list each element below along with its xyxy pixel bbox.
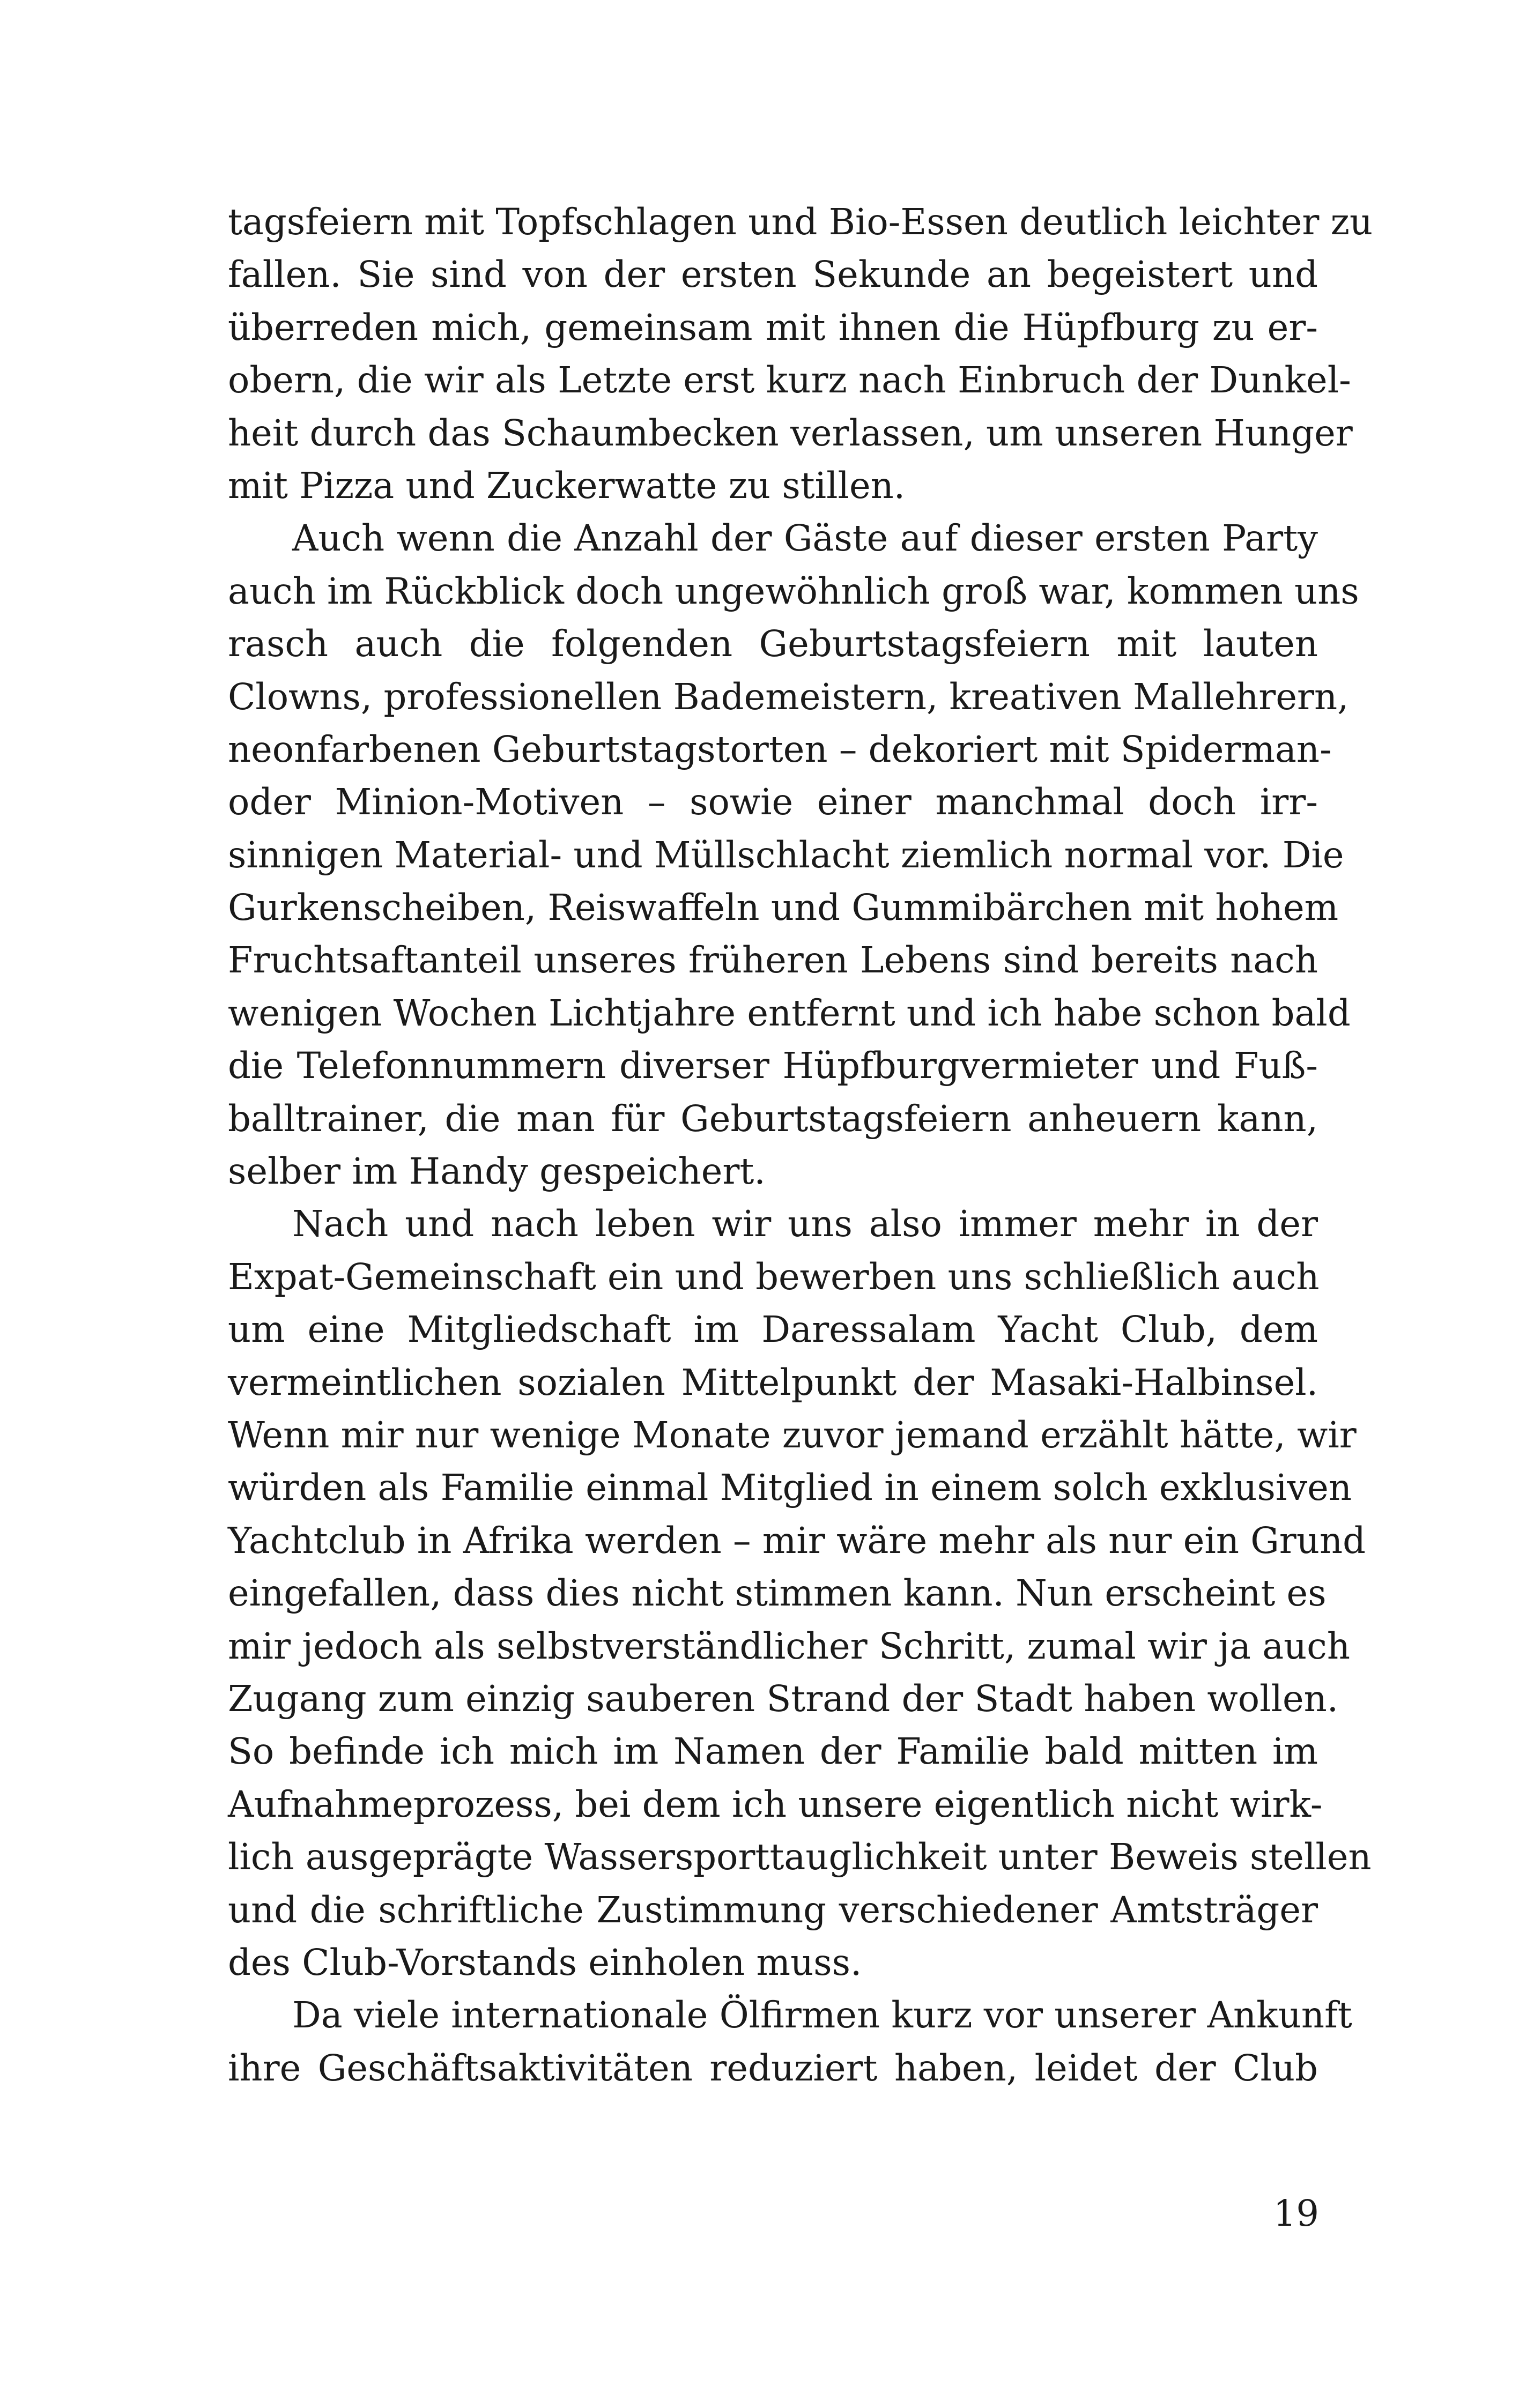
text-line: würden als Familie einmal Mitglied in einem solch exklusiven — [228, 1467, 1352, 1509]
text-line: des Club-Vorstands einholen muss. — [228, 1941, 862, 1983]
text-line: Wenn mir nur wenige Monate zuvor jemand erzählt hätte, wir — [228, 1414, 1357, 1456]
text-line: Zugang zum einzig sauberen Strand der Stadt haben wollen. — [228, 1677, 1339, 1720]
text-line: neonfarbenen Geburtstagstorten – dekoriert mit Spiderman- — [228, 728, 1332, 770]
text-line: sinnigen Material- und Müllschlacht ziemlich normal vor. Die — [228, 834, 1344, 876]
text-line: Yachtclub in Afrika werden – mir wäre mehr als nur ein Grund — [228, 1519, 1366, 1562]
text-line: die Telefonnummern diverser Hüpfburgvermieter und Fuß- — [228, 1045, 1318, 1087]
text-line: Gurkenscheiben, Reiswaffeln und Gummibärchen mit hohem — [228, 887, 1339, 929]
text-line: selber im Handy gespeichert. — [228, 1150, 766, 1193]
text-line: mir jedoch als selbstverständlicher Schritt, zumal wir ja auch — [228, 1625, 1350, 1667]
text-line: mit Pizza und Zuckerwatte zu stillen. — [228, 464, 906, 507]
text-line: Nach und nach leben wir uns also immer mehr in der — [292, 1203, 1318, 1245]
text-line: ihre Geschäftsaktivitäten reduziert haben, leidet der Club — [228, 2047, 1318, 2089]
text-line: oder Minion-Motiven – sowie einer manchmal doch irr- — [228, 781, 1318, 823]
text-line: obern, die wir als Letzte erst kurz nach Einbruch der Dunkel- — [228, 359, 1351, 402]
text-line: vermeintlichen sozialen Mittelpunkt der Masaki-Halbinsel. — [228, 1361, 1318, 1403]
text-line: tagsfeiern mit Topfschlagen und Bio-Essen deutlich leichter zu — [228, 201, 1373, 243]
paragraph — [228, 196, 1373, 512]
text-line: wenigen Wochen Lichtjahre entfernt und ich habe schon bald — [228, 992, 1351, 1034]
paragraph — [228, 1198, 1372, 1989]
text-line: Expat-Gemeinschaft ein und bewerben uns schließlich auch — [228, 1255, 1320, 1298]
text-line: Fruchtsaftanteil unseres früheren Lebens sind bereits nach — [228, 939, 1318, 982]
text-line: Aufnahmeprozess, bei dem ich unsere eigentlich nicht wirk- — [228, 1783, 1323, 1825]
text-line: balltrainer, die man für Geburtstagsfeiern anheuern kann, — [228, 1097, 1318, 1140]
page-number: 19 — [1273, 2193, 1319, 2234]
text-line: lich ausgeprägte Wassersporttauglichkeit unter Beweis stellen — [228, 1836, 1372, 1878]
text-line: heit durch das Schaumbecken verlassen, um unseren Hunger — [228, 412, 1353, 454]
paragraph — [228, 512, 1359, 1198]
text-line: um eine Mitgliedschaft im Daressalam Yacht Club, dem — [228, 1309, 1318, 1351]
text-line: Auch wenn die Anzahl der Gäste auf dieser ersten Party — [292, 517, 1318, 560]
text-line: So befinde ich mich im Namen der Familie bald mitten im — [228, 1730, 1318, 1773]
body-text — [228, 196, 1373, 2094]
text-line: eingefallen, dass dies nicht stimmen kann. Nun erscheint es — [228, 1572, 1327, 1615]
text-line: Clowns, professionellen Bademeistern, kreativen Mallehrern, — [228, 675, 1349, 718]
text-line: und die schriftliche Zustimmung verschiedener Amtsträger — [228, 1889, 1318, 1931]
text-line: fallen. Sie sind von der ersten Sekunde an begeistert und — [228, 254, 1318, 296]
text-line: auch im Rückblick doch ungewöhnlich groß war, kommen uns — [228, 570, 1359, 612]
text-line: Da viele internationale Ölfirmen kurz vor unserer Ankunft — [292, 1994, 1352, 2037]
text-line: überreden mich, gemeinsam mit ihnen die Hüpfburg zu er- — [228, 306, 1318, 348]
text-line: rasch auch die folgenden Geburtstagsfeiern mit lauten — [228, 623, 1318, 665]
paragraph — [228, 1989, 1352, 2094]
